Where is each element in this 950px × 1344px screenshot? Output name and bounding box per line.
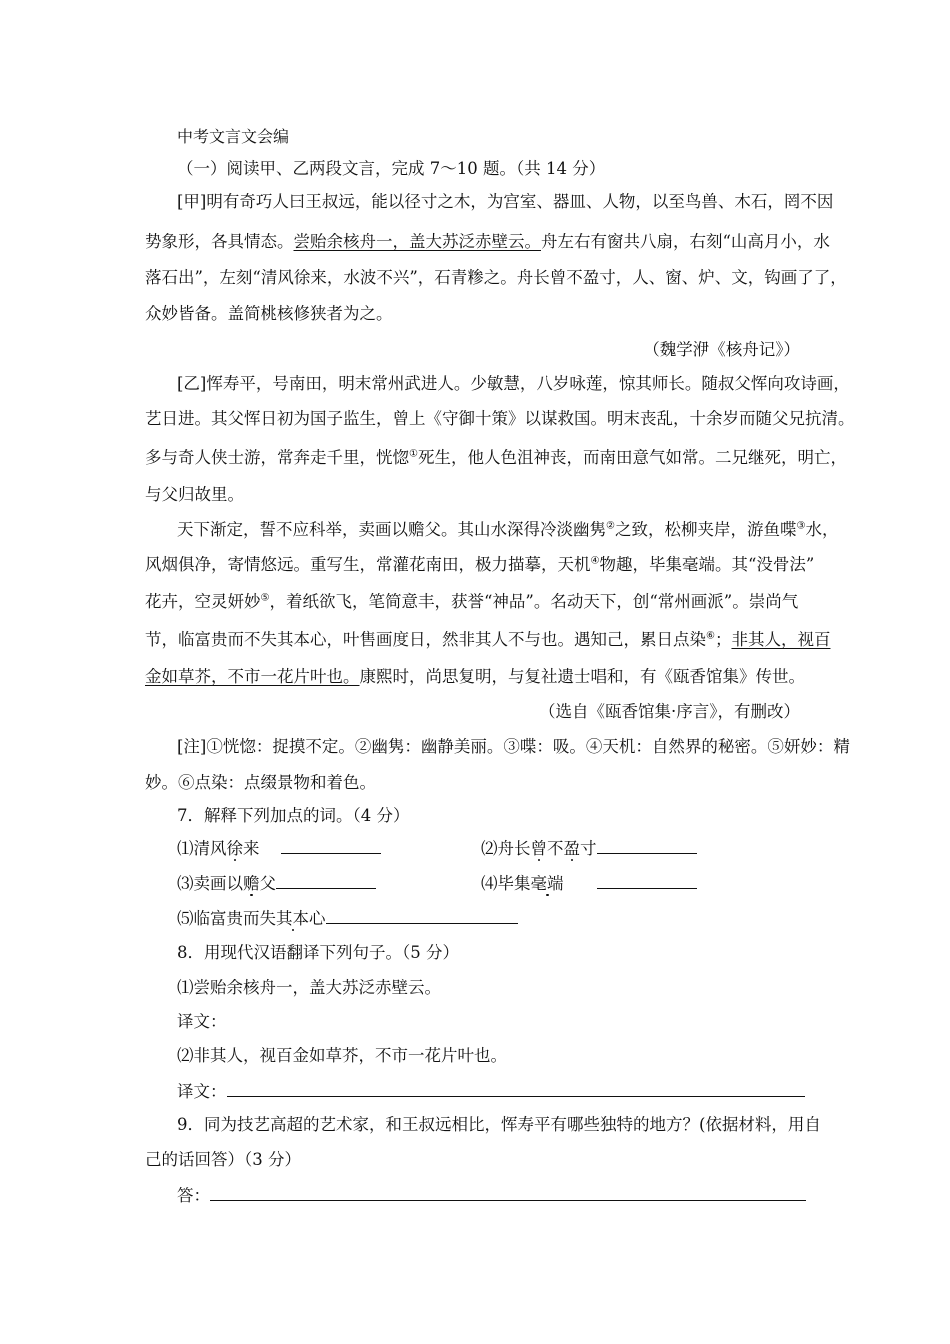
yi-p2-line-1 <box>177 518 839 542</box>
q8-sentence-1: ⑴尝贻余核舟一，盖大苏泛赤壁云。 <box>177 978 441 997</box>
note-ref-2: ② <box>606 520 615 532</box>
doc-title: 中考文言文会编 <box>177 127 290 146</box>
yi-p2-line-3 <box>145 590 815 614</box>
q8-answer-1-label: 译文： <box>177 1012 227 1031</box>
q8-answer-2-line[interactable] <box>227 1079 805 1097</box>
q9-answer-label: 答： <box>177 1186 210 1205</box>
q8-answer-2 <box>177 1079 817 1104</box>
jia-line-4: 众妙皆备。盖简桃核修狭者为之。 <box>145 304 393 323</box>
section-heading: （一）阅读甲、乙两段文言，完成 7～10 题。（共 14 分） <box>177 159 606 178</box>
jia-line-1: [甲]明有奇巧人曰王叔远，能以径寸之木，为宫室、器皿、人物，以至鸟兽、木石，罔不因 <box>177 192 834 211</box>
q7-item-2-pre: ⑵舟长 <box>481 839 531 858</box>
q7-stem: 7．解释下列加点的词。（4 分） <box>177 806 410 825</box>
yi-p2-l1-b: 之致，松柳夹岸，游鱼喋 <box>614 520 797 539</box>
q7-item-3-dotted: 赡 <box>243 874 260 893</box>
q8-stem: 8．用现代汉语翻译下列句子。（5 分） <box>177 943 459 962</box>
yi-line-3-b: 死生，他人色沮神丧，而南田意气如常。二兄继死，明亡， <box>417 448 847 467</box>
q7-item-4-pre: ⑷毕集 <box>481 874 531 893</box>
jia-line-2-rest: 舟左右有窗共八扇，右刻“山高月小，水 <box>541 232 830 251</box>
note-ref-4: ④ <box>590 555 600 567</box>
yi-p2-line-5 <box>145 665 815 689</box>
q7-item-5-pre: ⑸临富贵而 <box>177 909 260 928</box>
note-ref-1: ① <box>409 448 418 460</box>
q7-item-3-pre: ⑶卖画以 <box>177 874 243 893</box>
q7-item-4-dotted: 毫端 <box>530 874 564 893</box>
q7-answer-5[interactable] <box>326 906 518 924</box>
note-ref-3: ③ <box>796 520 806 532</box>
q7-item-2-dotted: 曾 <box>530 839 547 858</box>
yi-line-3 <box>145 446 847 470</box>
q7-item-5 <box>177 906 817 931</box>
q7-answer-2[interactable] <box>597 836 697 854</box>
q7-item-2-post: 寸 <box>580 839 597 858</box>
q7-item-2 <box>481 836 950 861</box>
q7-answer-1[interactable] <box>281 836 381 854</box>
q7-item-4 <box>481 871 950 896</box>
q7-item-1-pre: ⑴清风 <box>177 839 227 858</box>
q7-item-1-post: 来 <box>243 839 260 858</box>
q7-item-2-mid: 不 <box>547 839 564 858</box>
note-ref-6: ⑥ <box>706 630 715 642</box>
q7-answer-4[interactable] <box>597 871 697 889</box>
yi-p2-l1-a: 天下渐定，誓不应科举，卖画以赡父。其山水深得冷淡幽隽 <box>177 520 606 539</box>
yi-p2-l4-a: 节，临富贵而不失其本心，叶售画度日，然非其人不与也。遇知己，累日点染 <box>145 630 706 649</box>
q7-item-1-dotted: 徐 <box>226 839 243 858</box>
yi-p2-l3-a: 花卉，空灵妍妙 <box>145 592 261 611</box>
yi-p2-l4-b: ； <box>714 630 732 649</box>
yi-underlined-sentence-2: 金如草芥，不市一花片叶也。 <box>145 667 360 686</box>
jia-line-2 <box>145 230 830 254</box>
yi-p2-l2-a: 风烟俱净，寄情悠远。重写生，常灌花南田，极力描摹，天机 <box>145 555 591 574</box>
yi-p2-line-4 <box>145 628 831 652</box>
notes-line-1: [注]①恍惚：捉摸不定。②幽隽：幽静美丽。③喋：吸。④天机：自然界的秘密。⑤妍妙：精 <box>177 737 850 756</box>
yi-p2-l3-b: ，着纸欲飞，笔简意丰，获誉“神品”。名动天下，创“常州画派”。崇尚气 <box>269 592 799 611</box>
q9-answer-line[interactable] <box>210 1183 806 1201</box>
q7-item-5-dotted: 失其本心 <box>259 909 326 928</box>
yi-p2-line-2 <box>145 553 815 577</box>
yi-p2-l2-b: 物趣，毕集毫端。其“没骨法” <box>599 555 815 574</box>
q9-stem-line-2: 己的话回答）（3 分） <box>145 1150 301 1169</box>
q9-answer <box>177 1183 817 1208</box>
q7-item-2-dotted-2: 盈 <box>563 839 580 858</box>
q7-answer-3[interactable] <box>276 871 376 889</box>
note-ref-5: ⑤ <box>260 592 270 604</box>
q9-stem-line-1: 9．同为技艺高超的艺术家，和王叔远相比，恽寿平有哪些独特的地方？(依据材料，用自 <box>177 1115 821 1134</box>
yi-line-4: 与父归故里。 <box>145 485 244 504</box>
q7-item-3-post: 父 <box>259 874 276 893</box>
jia-underlined-sentence: 尝贻余核舟一，盖大苏泛赤壁云。 <box>293 232 541 251</box>
yi-line-2: 艺日进。其父恽日初为国子监生，曾上《守御十策》以谋救国。明末丧乱，十余岁而随父兄抗清。 <box>145 409 855 428</box>
yi-line-3-a: 多与奇人侠士游，常奔走千里，恍惚 <box>145 448 409 467</box>
yi-p2-l5-b: 康熙时，尚思复明，与复社遗士唱和，有《瓯香馆集》传世。 <box>359 667 805 686</box>
jia-source: （魏学洢《核舟记》） <box>643 340 800 359</box>
yi-p2-l1-c: 水， <box>805 520 839 539</box>
yi-line-1: [乙]恽寿平，号南田，明末常州武进人。少敏慧，八岁咏莲，惊其师长。随叔父恽向攻诗画， <box>177 374 850 393</box>
q8-sentence-2: ⑵非其人，视百金如草芥，不市一花片叶也。 <box>177 1046 507 1065</box>
notes-line-2: 妙。⑥点染：点缀景物和着色。 <box>145 773 376 792</box>
jia-line-2-text: 势象形，各具情态。 <box>145 232 294 251</box>
yi-source: （选自《瓯香馆集·序言》，有删改） <box>539 702 800 721</box>
q8-answer-2-label: 译文： <box>177 1082 227 1101</box>
jia-line-3: 落石出”，左刻“清风徐来，水波不兴”，石青糁之。舟长曾不盈寸，人、窗、炉、文，钩画了了， <box>145 268 847 287</box>
yi-underlined-sentence-1: 非其人，视百 <box>731 630 831 649</box>
